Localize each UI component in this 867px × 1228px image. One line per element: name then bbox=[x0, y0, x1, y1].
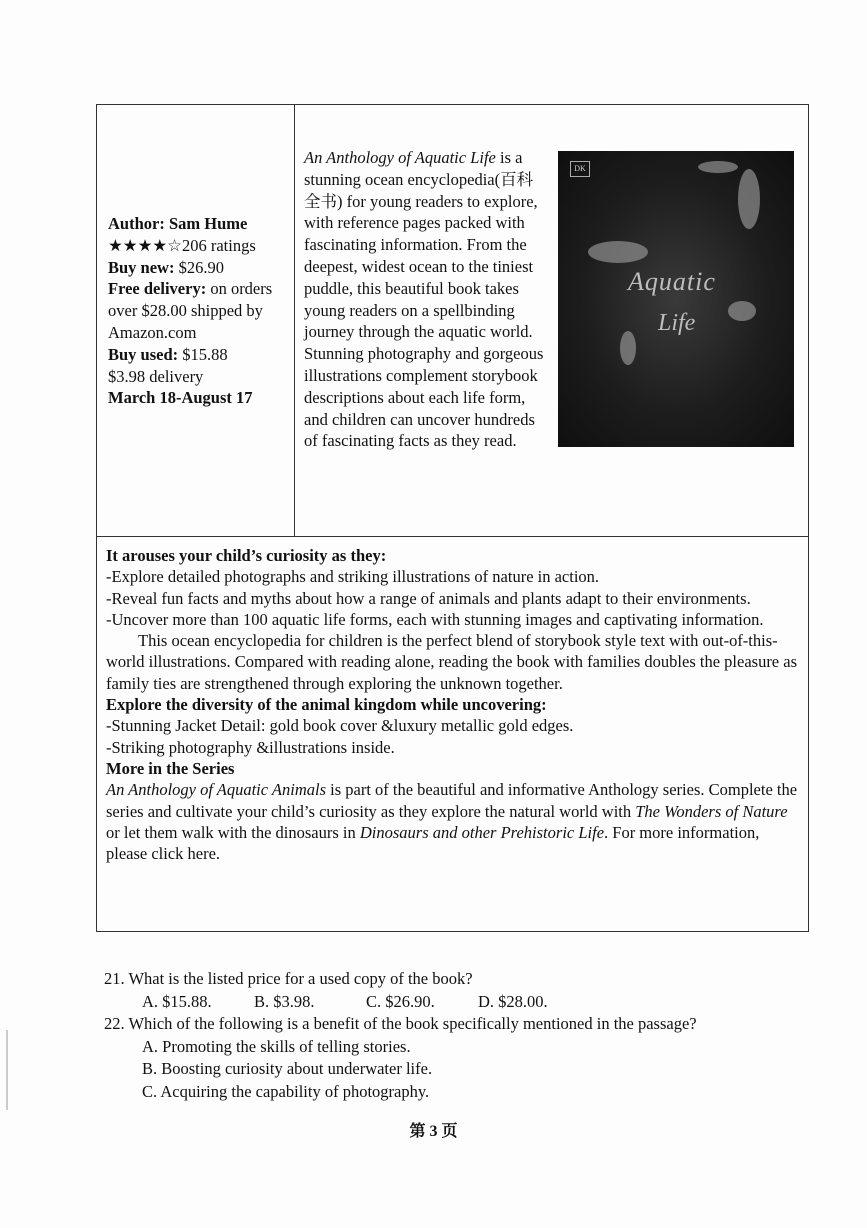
series-text: . For more information, please click here. bbox=[106, 822, 760, 864]
series-text: is part of the beautiful and informative Anthology series. Complete the series and cultivate your child’s curiosity as they explore the natural world with bbox=[106, 780, 798, 821]
series-title-1: An Anthology of Aquatic Animals bbox=[106, 780, 326, 800]
buy-used-label: Buy used: bbox=[108, 344, 179, 364]
buy-new-label: Buy new: bbox=[108, 257, 175, 277]
series-heading: More in the Series bbox=[106, 758, 235, 778]
series-paragraph bbox=[106, 779, 799, 864]
curiosity-heading: It arouses your child’s curiosity as they: bbox=[106, 546, 387, 565]
delivery-dates: March 18-August 17 bbox=[108, 388, 253, 408]
details-section bbox=[97, 537, 808, 864]
buy-used-price: $15.88 bbox=[178, 344, 228, 364]
cover-subtitle: Life bbox=[658, 310, 696, 336]
description-cell bbox=[295, 105, 808, 536]
free-delivery-text: on orders over $28.00 shipped by Amazon.com bbox=[108, 279, 273, 342]
used-delivery: $3.98 delivery bbox=[108, 366, 204, 386]
cover-title: Aquatic bbox=[628, 267, 716, 296]
page-number: 第 3 页 bbox=[409, 1123, 458, 1140]
option: C. Acquiring the capability of photography. bbox=[142, 1081, 430, 1101]
question-options bbox=[104, 991, 697, 1014]
bullet: -Stunning Jacket Detail: gold book cover &luxury metallic gold edges. bbox=[106, 716, 574, 736]
question-stem: 21. What is the listed price for a used copy of the book? bbox=[104, 969, 473, 988]
option: D. $28.00. bbox=[478, 991, 548, 1011]
series-text: or let them walk with the dinosaurs in bbox=[106, 822, 360, 842]
product-info-cell bbox=[97, 105, 295, 536]
publisher-logo-icon: DK bbox=[570, 161, 590, 177]
free-delivery-label: Free delivery: bbox=[108, 279, 207, 299]
bullet: -Reveal fun facts and myths about how a range of animals and plants adapt to their environments. bbox=[106, 588, 751, 608]
rating-count: 206 ratings bbox=[181, 235, 256, 255]
author: Author: Sam Hume bbox=[108, 214, 248, 233]
rating-stars-icon: ★★★★☆ bbox=[108, 235, 182, 255]
product-table bbox=[96, 104, 809, 932]
option: A. $15.88. bbox=[142, 991, 212, 1011]
blend-paragraph: This ocean encyclopedia for children is the perfect blend of storybook style text with out-of-this-world illustrations. Compared with reading alone, reading the book with families doubles the pleasure as family ties are strengthened through exploring the unknown together. bbox=[106, 631, 798, 693]
option: B. Boosting curiosity about underwater life. bbox=[142, 1059, 433, 1078]
questions bbox=[104, 968, 697, 1103]
bullet: -Uncover more than 100 aquatic life forms, each with stunning images and captivating information. bbox=[106, 609, 764, 629]
question-stem: 22. Which of the following is a benefit of the book specifically mentioned in the passage? bbox=[104, 1014, 697, 1033]
description-body: is a stunning ocean encyclopedia(百科全书) for young readers to explore, with reference pages packed with fascinating information. From the deepest, widest ocean to the tiniest puddle, this beautiful book takes young readers on a spellbinding journey through the aquatic world. Stunning photography and gorgeous illustrations complement storybook descriptions about each life form, and children can uncover hundreds of fascinating facts as they read. bbox=[304, 148, 544, 451]
option: C. $26.90. bbox=[366, 991, 435, 1011]
scan-artifact bbox=[6, 1030, 8, 1110]
bullet: -Striking photography &illustrations inside. bbox=[106, 737, 395, 757]
diversity-heading: Explore the diversity of the animal kingdom while uncovering: bbox=[106, 695, 547, 715]
option: A. Promoting the skills of telling stories. bbox=[142, 1036, 411, 1056]
series-title-3: Dinosaurs and other Prehistoric Life bbox=[359, 822, 605, 842]
book-cover-image bbox=[558, 151, 794, 447]
book-title: An Anthology of Aquatic Life bbox=[304, 148, 496, 167]
product-top-row bbox=[97, 105, 808, 537]
description bbox=[304, 147, 794, 452]
option: B. $3.98. bbox=[254, 991, 315, 1011]
bullet: -Explore detailed photographs and striking illustrations of nature in action. bbox=[106, 567, 600, 587]
product-info bbox=[108, 213, 278, 409]
series-title-2: The Wonders of Nature bbox=[635, 801, 788, 821]
buy-new-price: $26.90 bbox=[174, 257, 224, 277]
